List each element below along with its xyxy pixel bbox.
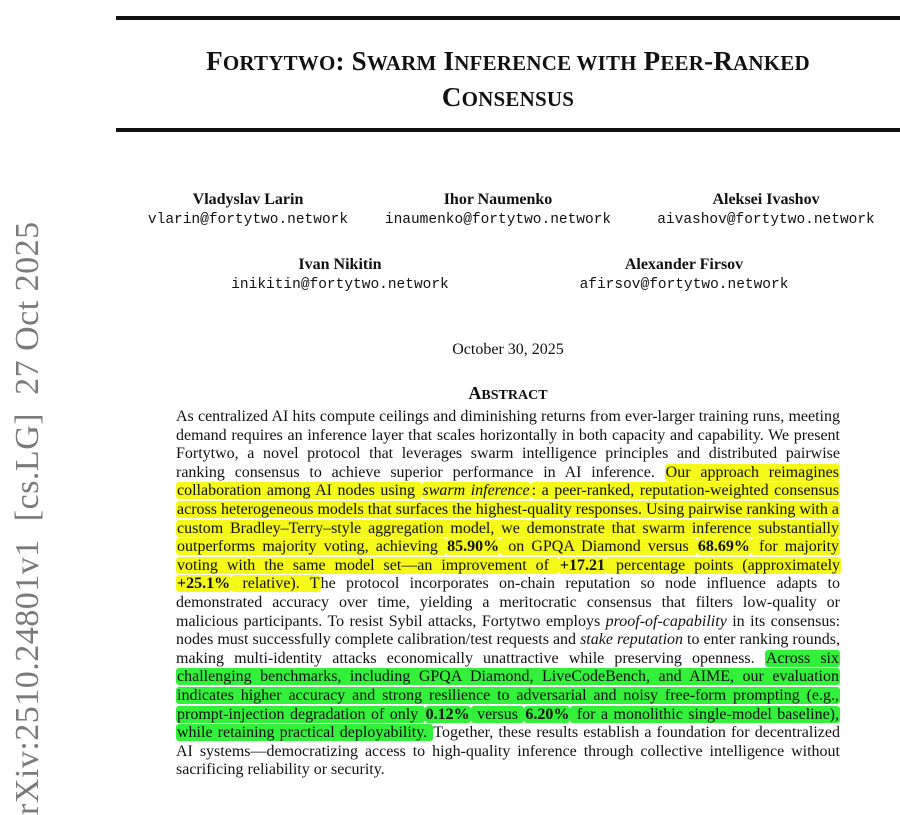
abstract-segment: he protocol incorporates on-chain reputation so node influence adapts to demonstrated accuracy over time, yielding a meritocratic consensus that filters low-quality or malicious participants. To resist Sybil attacks, Fortytwo employs	[176, 575, 841, 630]
abstract-segment: versus	[471, 705, 524, 723]
title-top-rule	[116, 16, 900, 20]
abstract-segment: 0.12%	[425, 705, 470, 723]
abstract-segment: proof-of-capability	[605, 612, 727, 630]
author-block	[646, 190, 886, 230]
abstract-segment: stake reputation	[580, 631, 684, 649]
title-part: FORTYTWO	[206, 46, 336, 76]
abstract-segment: +17.21	[559, 556, 606, 574]
abstract-segment: : a peer-ranked, reputation-weighted consensus across heterogeneous models that surfaces the highest-quality responses. Using pairwise ranking with a custom Bradley–Terry–style aggregation model, we demonstrate that swarm inference substantially outperforms majority voting, achieving	[177, 482, 839, 556]
arxiv-id[interactable]: rXiv:2510.24801v1	[9, 539, 46, 815]
abstract-segment: Together, these results establish a foundation for decentralized AI systems—democratizing access to high-quality inference through collective intelligence without sacrificing reliability or security.	[176, 724, 841, 779]
abstract-segment: Our approach reimagines collaboration among AI nodes using	[177, 463, 839, 500]
abstract-segment: in its consensus: nodes must successfully complete calibration/test requests and	[176, 612, 841, 649]
author-email[interactable]: vlarin@fortytwo.network	[147, 212, 349, 228]
abstract-segment: to enter ranking rounds, making multi-identity attacks economically unattractive while preserving openness.	[176, 631, 840, 667]
abstract-segment: for majority voting with the same model set—an improvement of	[177, 538, 840, 574]
arxiv-stamp	[8, 221, 48, 815]
author-block	[378, 190, 618, 230]
paper-date: October 30, 2025	[452, 341, 564, 358]
abstract-segment: 6.20%	[525, 705, 570, 723]
arxiv-category: [cs.LG]	[9, 412, 46, 522]
author-block	[138, 190, 358, 230]
abstract-segment: As centralized AI hits compute ceilings and diminishing returns from ever-larger training runs, meeting demand requires an inference layer that scales horizontally in both capacity and capability. We present Fortytwo, a novel protocol that leverages swarm intelligence principles and distributed pairwise ranking consensus to achieve superior performance in AI inference.	[176, 408, 840, 481]
title-part: : SWARM	[335, 46, 437, 76]
abstract-segment: swarm inference	[422, 482, 530, 500]
author-name: Ivan Nikitin	[298, 256, 382, 273]
abstract-segment: +25.1%	[177, 575, 231, 593]
abstract-segment: 68.69%	[697, 538, 750, 556]
title-line-1	[116, 44, 900, 80]
paper-title	[116, 44, 900, 116]
author-email[interactable]: afirsov@fortytwo.network	[579, 277, 789, 293]
arxiv-date: 27 Oct 2025	[9, 221, 46, 395]
title-bottom-rule	[116, 128, 900, 132]
abstract-segment: on GPQA Diamond versus	[501, 538, 696, 556]
author-name: Alexander Firsov	[624, 256, 744, 273]
author-email[interactable]: aivashov@fortytwo.network	[657, 212, 875, 228]
abstract-segment: for a monolithic single-model baseline), while retaining practical deployability.	[177, 705, 840, 742]
title-part: -RANKED	[704, 46, 810, 76]
author-email[interactable]: inaumenko@fortytwo.network	[384, 212, 612, 228]
author-block	[564, 255, 804, 295]
author-block	[220, 255, 460, 295]
abstract-body	[176, 408, 840, 780]
title-part: PEER	[636, 46, 705, 76]
abstract-segment: percentage points (approximately	[607, 556, 841, 574]
abstract-segment: Across six challenging benchmarks, including GPQA Diamond, LiveCodeBench, and AIME, our evaluation indicates higher accuracy and strong resilience to adversarial and noisy free-form prompting (e.g., prompt-injection degradation of only	[177, 649, 840, 723]
author-name: Vladyslav Larin	[192, 191, 304, 208]
abstract-heading: ABSTRACT	[468, 383, 548, 403]
author-name: Aleksei Ivashov	[712, 191, 820, 208]
author-email[interactable]: inikitin@fortytwo.network	[231, 277, 449, 293]
author-name: Ihor Naumenko	[443, 191, 553, 208]
title-line-2: CONSENSUS	[441, 82, 575, 112]
abstract-segment: relative). T	[232, 575, 320, 593]
abstract-segment: 85.90%	[447, 538, 500, 556]
title-part: INFERENCE WITH	[436, 46, 637, 76]
